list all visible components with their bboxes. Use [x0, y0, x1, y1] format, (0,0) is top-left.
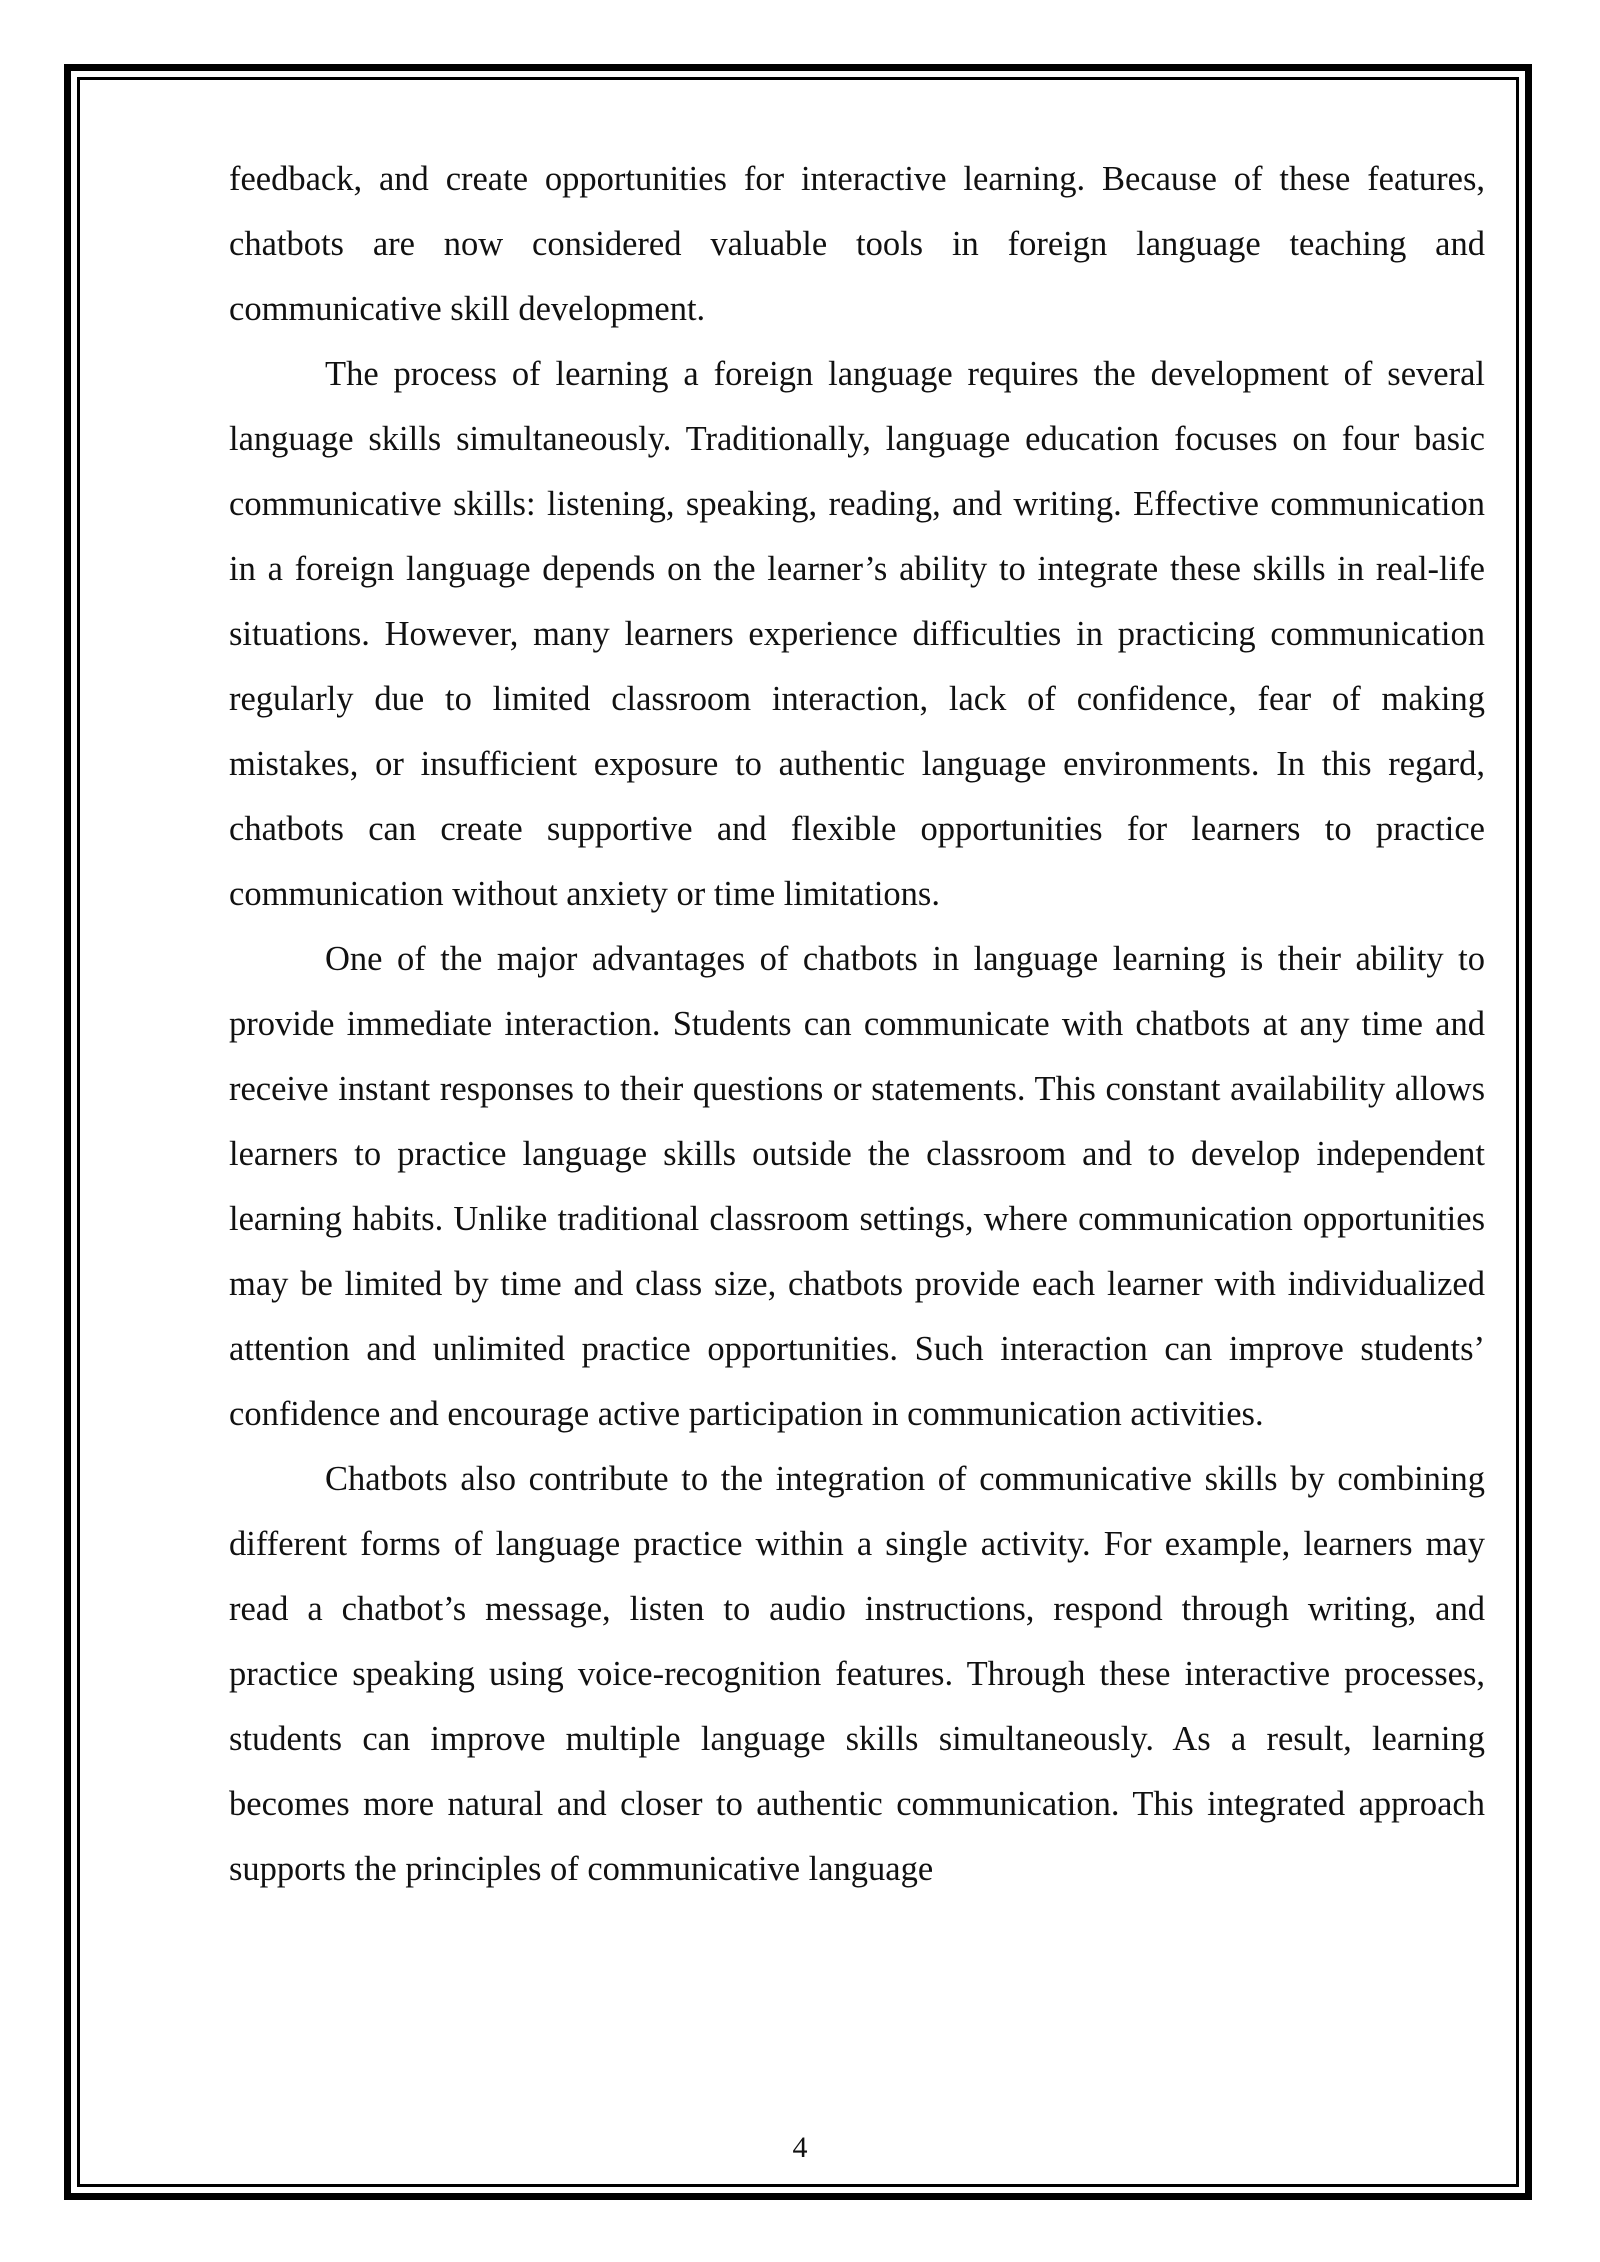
paragraph-skill-integration: Chatbots also contribute to the integration of communicative skills by combining different forms of language practice within a single activity. For example, learners may read a chatbot’s message, listen to audio instructions, respond through writing, and practice speaking using voice-recognition features. Through these interactive processes, students can improve multiple language skills simultaneously. As a result, learning becomes more natural and closer to authentic communication. This integrated approach supports the principles of communicative language	[229, 1460, 1485, 1888]
body-text	[229, 147, 1485, 1902]
paragraph-immediate-interaction: One of the major advantages of chatbots in language learning is their ability to provide immediate interaction. Students can communicate with chatbots at any time and receive instant responses to their questions or statements. This constant availability allows learners to practice language skills outside the classroom and to develop independent learning habits. Unlike traditional classroom settings, where communication opportunities may be limited by time and class size, chatbots provide each learner with individualized attention and unlimited practice opportunities. Such interaction can improve students’ confidence and encourage active participation in communication activities.	[229, 940, 1485, 1433]
page-number: 4	[792, 2131, 808, 2164]
paragraph-continuation: feedback, and create opportunities for interactive learning. Because of these features, chatbots are now considered valuable tools in foreign language teaching and communicative skill development.	[229, 160, 1485, 328]
paragraph-language-skills: The process of learning a foreign language requires the development of several language skills simultaneously. Traditionally, language education focuses on four basic communicative skills: listening, speaking, reading, and writing. Effective communication in a foreign language depends on the learner’s ability to integrate these skills in real-life situations. However, many learners experience difficulties in practicing communication regularly due to limited classroom interaction, lack of confidence, fear of making mistakes, or insufficient exposure to authentic language environments. In this regard, chatbots can create supportive and flexible opportunities for learners to practice communication without anxiety or time limitations.	[229, 355, 1485, 913]
